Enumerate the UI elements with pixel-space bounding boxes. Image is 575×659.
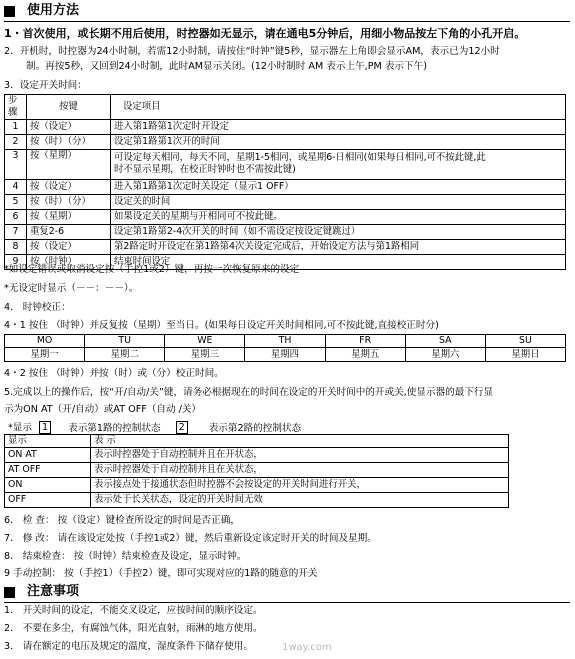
weekday-name: 星期五 [325,348,405,362]
note-no-setting: *无设定时显示（－－：－－）。 [4,283,139,294]
weekday-name: 星期四 [245,348,325,362]
section-title-usage [4,3,79,19]
step-desc-line2: 时不显示星期，在校正时钟时也不需按此键) [114,164,296,175]
weekday-code: TH [245,335,325,348]
instruction-5-line1: 5.完成以上的操作后，按“开/自动/关”键，请务必根据现在的时间在设定的开关时间中的开或关,使显示器的最下行显 [4,387,494,398]
table-row [5,209,566,224]
section-title-text: 使用方法 [27,3,80,18]
display-desc: 表示时控器处于自动控制并且在关状态， [91,463,509,478]
step-desc: 第2路定时开设定在第1路第4次关设定完成后，开始设定方法与第1路相同 [111,239,566,254]
display-prefix: *显示 [8,422,32,434]
table-row [5,179,566,194]
step-desc: 设定第1路第1次开的时间 [111,134,566,149]
step-desc: 设定第1路第2-4次开关的时间（如不需设定按设定键跳过） [111,224,566,239]
display-legend [8,421,301,434]
instruction-5-line2: 示为ON AT（开/自动）或AT OFF（自动 /关） [4,404,202,415]
display-desc: 表示处于长关状态，设定的开关时间无效 [91,493,509,508]
weekday-code: SU [485,335,565,348]
display-code: AT OFF [5,463,91,478]
section-divider [4,21,570,22]
step-key: 按（时）（分） [27,134,111,149]
notice-2: 2． 不要在多尘，有腐蚀气体，阳光直射，雨淋的地方使用。 [4,623,263,634]
weekday-name: 星期二 [85,348,165,362]
step-desc: 进入第1路第1次定时关设定（显示1 OFF） [111,179,566,194]
instruction-9: 9 手动控制： 按（手控1）（手控2）键，即可实现对应的1路的随意的开关 [4,568,318,579]
step-key: 按（设定） [27,119,111,134]
step-key: 按（星期） [27,149,111,179]
instruction-2-line1: 2．开机时，时控器为24小时制，若需12小时制，请按住“时钟”键5秒，显示器左上角即会显示AM，表示已为12小时 [4,46,500,57]
section-title-notes [4,584,79,600]
notice-1: 1． 开关时间的设定，不能交叉设定，应按时间的顺序设定。 [4,605,263,616]
table-row [5,448,509,463]
weekday-name: 星期一 [5,348,85,362]
display-code: OFF [5,493,91,508]
header-key: 按键 [27,95,111,120]
instruction-4-1: 4・1 按住 （时钟）并反复按（星期）至当日。(如果每日设定开关时间相同,可不按此键,直接校正时分) [4,320,439,331]
weekday-code: MO [5,335,85,348]
table-row [5,239,566,254]
weekday-name: 星期三 [165,348,245,362]
header-step: 步骤 [5,95,27,120]
step-number: 1 [5,119,27,134]
weekday-code: TU [85,335,165,348]
table-row [5,478,509,493]
step-key: 按（时）（分） [27,194,111,209]
instruction-8: 8． 结束检查： 按（时钟）结束检查及设定，显示时钟。 [4,551,247,562]
table-row [5,149,566,179]
display-desc: 表示接点处于接通状态但时控器不会按设定的开关时间进行开关， [91,478,509,493]
step-number: 6 [5,209,27,224]
step-number: 4 [5,179,27,194]
step-number: 3 [5,149,27,179]
display-code: ON [5,478,91,493]
step-desc-line1: 可设定每天相同，每天不同，星期1-5相同，或星期6-日相同(如果每日相同,可不按此键,此 [114,152,486,164]
table-row [5,194,566,209]
step-number: 7 [5,224,27,239]
step-desc: 设定关的时间 [111,194,566,209]
notice-3: 3． 请在额定的电压及规定的温度，湿度条件下储存使用。 [4,641,253,652]
section-divider [4,602,570,603]
header-item: 设定项目 [111,95,566,120]
step-key: 按（设定） [27,179,111,194]
route-2-box: 2 [176,421,188,434]
instruction-1: 1・首次使用，或长期不用后使用，时控器如无显示，请在通电5分钟后，用细小物品按左下角的小孔开启。 [4,27,526,40]
section-title-text: 注意事项 [27,584,80,599]
watermark: 1way.com [282,642,332,653]
route-1-text: 表示第1路的控制状态 [68,422,161,434]
instruction-7: 7． 修 改： 请在该设定处按（手控1或2）键，然后重新设定该定时开关的时间及星期。 [4,533,377,544]
step-desc: 进入第1路第1次定时开设定 [111,119,566,134]
instruction-4: 4． 时钟校正： [4,302,71,313]
step-key: 按（星期） [27,209,111,224]
display-code: ON AT [5,448,91,463]
display-desc: 表示时控器处于自动控制并且在开状态， [91,448,509,463]
instruction-2-line2: 制。再按5秒，又回到24小时制，此时AM显示关闭。(12小时制时 AM 表示上午,PM 表示下午) [26,61,427,72]
step-number: 2 [5,134,27,149]
table-row [5,119,566,134]
black-square-icon [4,6,15,17]
table-row [5,224,566,239]
instruction-3: 3．设定开关时间： [4,80,87,91]
weekday-code: SA [405,335,485,348]
route-1-box: 1 [39,421,51,434]
table-row [5,134,566,149]
step-key: 按（设定） [27,239,111,254]
table-row [5,463,509,478]
weekday-table [4,334,566,362]
instruction-4-2: 4・2 按住 （时钟）并按（时）或（分）校正时间。 [4,368,224,379]
weekday-name: 星期六 [405,348,485,362]
step-desc: 结束时间设定 [111,254,566,269]
step-key: 重复2-6 [27,224,111,239]
display-state-table [4,434,509,508]
step-desc [111,149,566,179]
note-cancel: *如设定错误或取消设定按（手控1或2）键，再按一次恢复原来的设定 [4,264,300,275]
header-meaning: 表 示 [91,435,509,448]
steps-table [4,94,566,270]
weekday-name: 星期日 [485,348,565,362]
step-number: 5 [5,194,27,209]
route-2-text: 表示第2路的控制状态 [208,422,302,434]
step-number: 9 [5,254,27,269]
weekday-code: FR [325,335,405,348]
instruction-6: 6． 检 查： 按（设定）键检查所设定的时间是否正确， [4,515,240,526]
step-desc: 如果设定关的星期与开相同可不按此键。 [111,209,566,224]
table-row [5,493,509,508]
header-display: 显示 [5,435,91,448]
weekday-code: WE [165,335,245,348]
step-key: 按（时钟） [27,254,111,269]
black-square-icon [4,587,15,598]
step-number: 8 [5,239,27,254]
